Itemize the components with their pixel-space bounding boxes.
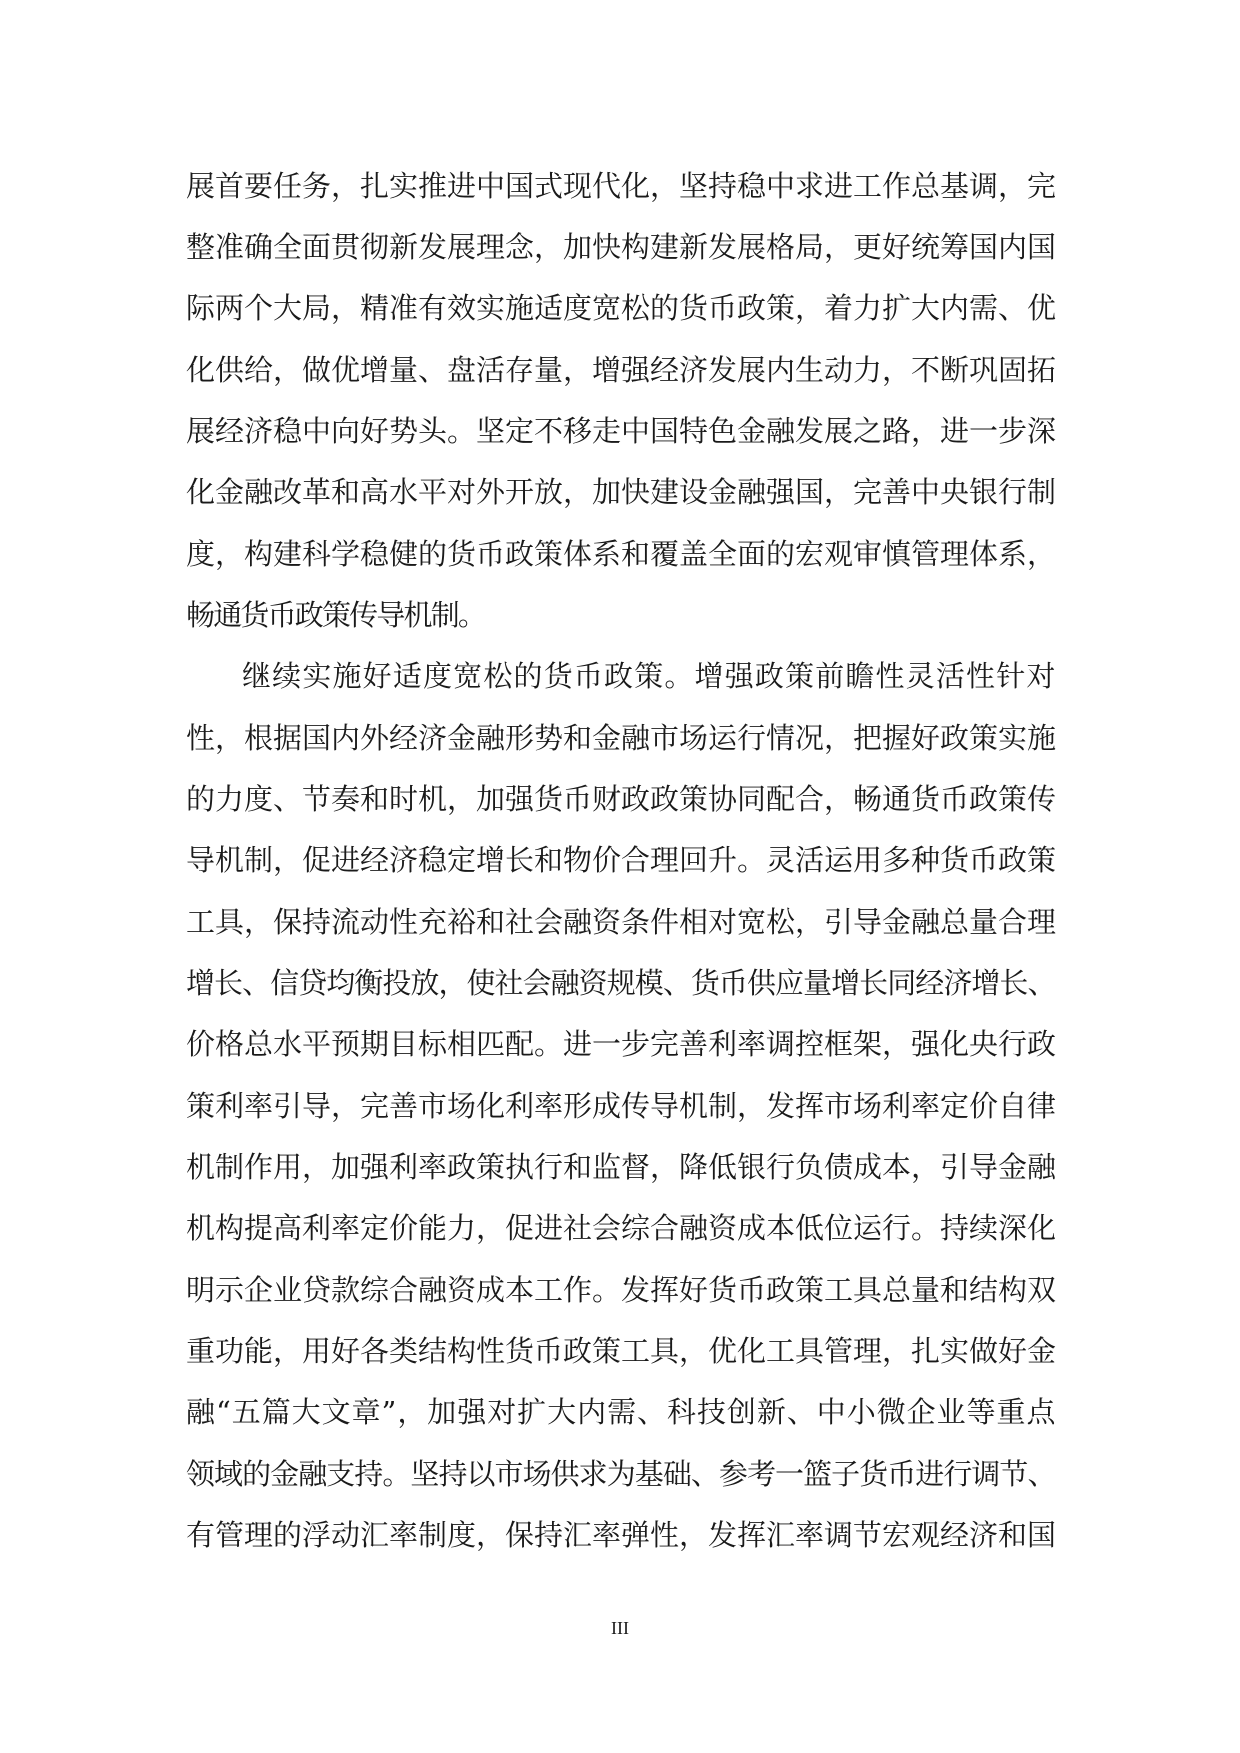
text-line: 重功能，用好各类结构性货币政策工具，优化工具管理，扎实做好金	[186, 1334, 1056, 1368]
text-line: 化金融改革和高水平对外开放，加快建设金融强国，完善中央银行制	[186, 475, 1056, 509]
text-line: 展经济稳中向好势头。坚定不移走中国特色金融发展之路，进一步深	[186, 414, 1056, 448]
paragraph-first-line: 继续实施好适度宽松的货币政策。增强政策前瞻性灵活性针对	[242, 659, 1057, 693]
text-line: 价格总水平预期目标相匹配。进一步完善利率调控框架，强化央行政	[186, 1027, 1056, 1061]
text-line: 工具，保持流动性充裕和社会融资条件相对宽松，引导金融总量合理	[186, 905, 1056, 939]
text-line: 有管理的浮动汇率制度，保持汇率弹性，发挥汇率调节宏观经济和国	[186, 1518, 1056, 1552]
text-line: 化供给，做优增量、盘活存量，增强经济发展内生动力，不断巩固拓	[186, 353, 1056, 387]
text-line: 领域的金融支持。坚持以市场供求为基础、参考一篮子货币进行调节、	[186, 1457, 1056, 1491]
text-line: 的力度、节奏和时机，加强货币财政政策协同配合，畅通货币政策传	[186, 782, 1056, 816]
text-line: 机构提高利率定价能力，促进社会综合融资成本低位运行。持续深化	[186, 1211, 1056, 1245]
text-line: 明示企业贷款综合融资成本工作。发挥好货币政策工具总量和结构双	[186, 1273, 1056, 1307]
text-line: 度，构建科学稳健的货币政策体系和覆盖全面的宏观审慎管理体系，	[186, 537, 1056, 571]
text-line: 策利率引导，完善市场化利率形成传导机制，发挥市场利率定价自律	[186, 1089, 1056, 1123]
text-line: 际两个大局，精准有效实施适度宽松的货币政策，着力扩大内需、优	[186, 291, 1056, 325]
text-line: 性，根据国内外经济金融形势和金融市场运行情况，把握好政策实施	[186, 721, 1056, 755]
text-line: 畅通货币政策传导机制。	[186, 598, 486, 632]
page-number: III	[611, 1618, 629, 1638]
text-line: 整准确全面贯彻新发展理念，加快构建新发展格局，更好统筹国内国	[186, 230, 1056, 264]
text-line: 增长、信贷均衡投放，使社会融资规模、货币供应量增长同经济增长、	[186, 966, 1056, 1000]
text-line: 融“五篇大文章”，加强对扩大内需、科技创新、中小微企业等重点	[186, 1395, 1057, 1429]
text-line: 展首要任务，扎实推进中国式现代化，坚持稳中求进工作总基调，完	[186, 169, 1056, 203]
text-line: 机制作用，加强利率政策执行和监督，降低银行负债成本，引导金融	[186, 1150, 1056, 1184]
text-line: 导机制，促进经济稳定增长和物价合理回升。灵活运用多种货币政策	[186, 843, 1056, 877]
